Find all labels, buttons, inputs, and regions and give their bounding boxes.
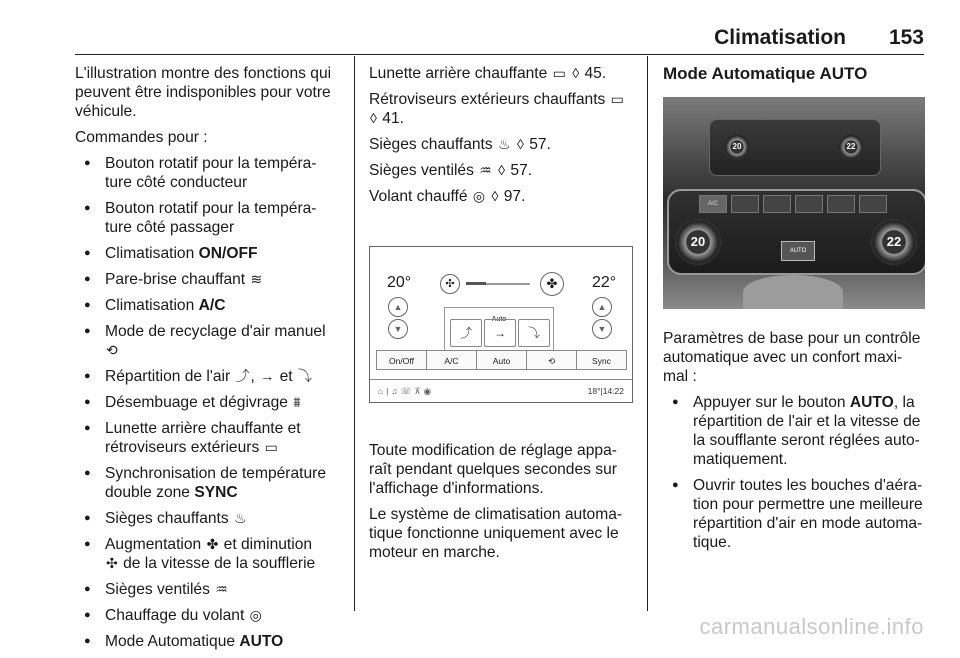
air-distribution-upper-icon: ⤴ [450, 319, 482, 347]
list-item: ● Bouton rotatif pour la tempéra-ture côté conducteur [75, 154, 343, 192]
page-ref-icon: ◊ [491, 188, 499, 204]
sync-button[interactable]: Sync [576, 350, 627, 370]
ref-line: Rétroviseurs extérieurs chauffants ▭ ◊ 41. [369, 91, 624, 127]
page-header [0, 0, 960, 60]
ac-button[interactable]: A/C [426, 350, 477, 370]
paragraph: Toute modification de réglage appa-raît pendant quelques secondes sur l'affichage d'informations. [369, 442, 617, 497]
climate-icon: ◉ [423, 386, 435, 396]
auto-label: Auto [491, 316, 507, 323]
list-item: ● Mode Automatique AUTO [75, 632, 343, 651]
intro-paragraph: L'illustration montre des fonctions qui peuvent être indisponibles pour votre véhicule. [75, 65, 332, 120]
list-item: ● Climatisation ON/OFF [75, 244, 343, 263]
list-item: ● Mode de recyclage d'air manuel ⟲ [75, 322, 343, 360]
on-off-button[interactable]: On/Off [376, 350, 427, 370]
screen-status-bar [370, 379, 632, 402]
list-item: ● Pare-brise chauffant ≋ [75, 270, 343, 289]
page-number: 153 [888, 26, 924, 49]
main-control-panel [667, 189, 925, 275]
fan-increase-icon: ✤ [206, 536, 219, 552]
page-ref-icon: ◊ [516, 136, 524, 152]
list-item: ● Chauffage du volant ◎ [75, 606, 343, 625]
panel-key [763, 195, 791, 213]
passenger-temp-down-icon: ▼ [592, 319, 612, 339]
panel-key [859, 195, 887, 213]
air-distribution-middle-icon: → [260, 368, 275, 384]
watermark: carmanualsonline.info [699, 614, 924, 639]
paragraph: Le système de climatisation automa-tique fonctionne uniquement avec le moteur en marche. [369, 506, 623, 561]
upper-knob-left: 20 [724, 134, 750, 160]
mirror-heat-icon: ▭ [610, 91, 624, 107]
page-ref-icon: ◊ [370, 110, 377, 126]
panel-key [731, 195, 759, 213]
list-item: ● Synchronisation de température double zone SYNC [75, 464, 343, 502]
ref-line: Volant chauffé ◎ ◊ 97. [369, 188, 526, 205]
center-console [743, 275, 843, 309]
driver-temp-down-icon: ▼ [388, 319, 408, 339]
ref-line: Lunette arrière chauffante ▭ ◊ 45. [369, 65, 607, 82]
panel-key [827, 195, 855, 213]
status-temp-time: 18°|14:22 [587, 386, 624, 396]
auto-steps-list [663, 393, 925, 552]
climate-touchscreen-illustration [369, 246, 633, 403]
ref-line: Sièges chauffants ♨ ◊ 57. [369, 136, 551, 153]
air-recirculation-icon: ⟲ [106, 342, 118, 358]
passenger-temperature: 22° [592, 274, 617, 291]
list-item: ● Sièges ventilés ♒ [75, 580, 343, 599]
heated-seat-icon: ♨ [234, 510, 247, 526]
status-icons: ⌂|♫☏⊼◉ [378, 386, 435, 396]
fan-high-icon: ✤ [540, 272, 564, 296]
auto-button[interactable]: Auto [476, 350, 527, 370]
list-item: ● Appuyer sur le bouton AUTO, la répartition de l'air et la vitesse de la soufflante seront réglées auto-matiquement. [663, 393, 925, 469]
upper-control-panel [709, 119, 881, 176]
list-item: ● Augmentation ✤ et diminution ✣ de la vitesse de la soufflerie [75, 535, 343, 573]
controls-lead: Commandes pour : [75, 129, 208, 146]
column-2 [369, 64, 631, 569]
panel-key [795, 195, 823, 213]
ventilated-seat-icon: ♒ [215, 581, 228, 597]
ac-key: A/C [699, 195, 727, 213]
heated-seat-icon: ♨ [498, 136, 511, 152]
list-item: ● Répartition de l'air ⤴, → et ⤵ [75, 367, 343, 386]
music-icon: ♫ [391, 386, 401, 396]
heated-windscreen-icon: ≋ [250, 271, 263, 287]
air-distribution-middle-icon: → [484, 319, 516, 347]
max-defrost-icon: ⩩ [293, 394, 301, 410]
chapter-title: Climatisation [714, 26, 846, 49]
rear-defrost-icon: ▭ [264, 439, 278, 455]
recirculation-button[interactable] [526, 350, 577, 370]
column-1 [75, 64, 343, 658]
controls-list [75, 154, 343, 651]
section-title: Mode Automatique AUTO [663, 64, 868, 83]
ref-line: Sièges ventilés ♒ ◊ 57. [369, 162, 533, 179]
list-item: ● Climatisation A/C [75, 296, 343, 315]
upper-knob-right: 22 [838, 134, 864, 160]
driver-temp-up-icon: ▲ [388, 297, 408, 317]
list-item: ● Ouvrir toutes les bouches d'aéra-tion pour permettre une meilleure répartition d'air en mode automa-tique. [663, 476, 925, 552]
air-distribution-upper-icon: ⤴ [235, 368, 250, 384]
heated-steering-wheel-icon: ◎ [249, 607, 262, 623]
column-divider-2 [647, 56, 648, 611]
heated-steering-wheel-icon: ◎ [472, 188, 486, 204]
passenger-temp-up-icon: ▲ [592, 297, 612, 317]
column-divider-1 [354, 56, 355, 611]
climate-panel-photo [663, 97, 925, 309]
driver-temperature: 20° [387, 274, 412, 291]
auto-key: AUTO [781, 241, 815, 261]
column-3 [663, 64, 925, 559]
list-item: ● Sièges chauffants ♨ [75, 509, 343, 528]
fan-low-icon: ✣ [440, 274, 460, 294]
list-item: ● Désembuage et dégivrage ⩩ [75, 393, 343, 412]
air-distribution-lower-icon: ⤵ [297, 368, 312, 384]
page-ref-icon: ◊ [572, 65, 580, 81]
fan-decrease-icon: ✣ [106, 555, 118, 571]
air-recirculation-icon: ⟲ [547, 356, 556, 366]
page-ref-icon: ◊ [498, 162, 506, 178]
passenger-temp-knob: 22 [871, 219, 917, 265]
auto-lead: Paramètres de base pour un contrôle automatique avec un confort maxi-mal : [663, 330, 921, 385]
list-item: ● Lunette arrière chauffante et rétroviseurs extérieurs ▭ [75, 419, 343, 457]
air-distribution-lower-icon: ⤵ [518, 319, 550, 347]
home-icon: ⌂ [378, 386, 387, 396]
ventilated-seat-icon: ♒ [479, 162, 492, 178]
rear-defrost-icon: ▭ [552, 65, 566, 81]
driver-temp-knob: 20 [675, 219, 721, 265]
screen-button-row [376, 350, 626, 370]
list-item: ● Bouton rotatif pour la tempéra-ture côté passager [75, 199, 343, 237]
phone-icon: ☏ [400, 386, 415, 396]
header-rule [75, 54, 924, 55]
fan-speed-fill [466, 282, 486, 285]
nav-icon: ⊼ [414, 386, 424, 396]
